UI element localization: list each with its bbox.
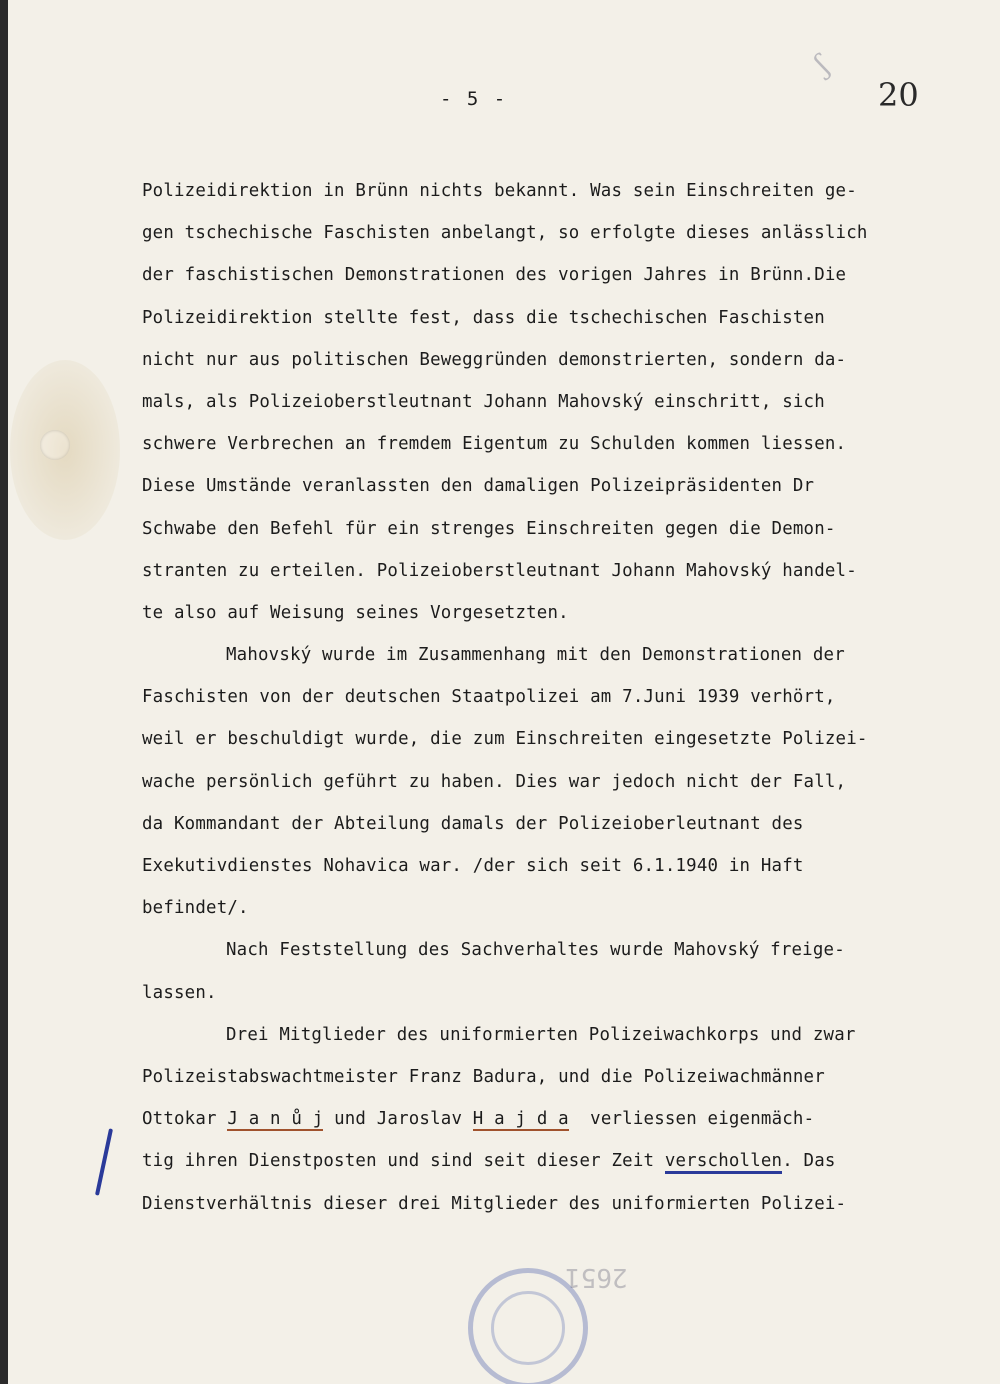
- text-line: befindet/.: [142, 898, 249, 919]
- text-line: Nach Feststellung des Sachverhaltes wurde Mahovský freige-: [226, 940, 845, 961]
- text-line: Diese Umstände veranlassten den damaligen Polizeipräsidenten Dr: [142, 476, 815, 497]
- text-line: Mahovský wurde im Zusammenhang mit den Demonstrationen der: [226, 645, 845, 666]
- text-line: Faschisten von der deutschen Staatpolizei am 7.Juni 1939 verhört,: [142, 687, 836, 708]
- page-number: - 5 -: [440, 88, 508, 110]
- underlined-name-janouj: J a n ů j: [227, 1109, 324, 1130]
- text-line: Polizeidirektion stellte fest, dass die tschechischen Faschisten: [142, 307, 825, 328]
- ink-stamp-inner-ring: [491, 1291, 565, 1365]
- text-line: gen tschechische Faschisten anbelangt, so erfolgte dieses anlässlich: [142, 223, 868, 244]
- underlined-name-hajda: H a j d a: [472, 1109, 569, 1130]
- text-line: da Kommandant der Abteilung damals der Polizeioberleutnant des: [142, 813, 804, 834]
- text-line: wache persönlich geführt zu haben. Dies war jedoch nicht der Fall,: [142, 771, 847, 792]
- text-fragment: . Das: [782, 1151, 836, 1172]
- sheet-number: 20: [878, 76, 919, 114]
- text-fragment: tig ihren Dienstposten und sind seit dieser Zeit: [142, 1151, 655, 1172]
- text-line: stranten zu erteilen. Polizeioberstleutnant Johann Mahovský handel-: [142, 560, 857, 581]
- text-line: [142, 1098, 962, 1140]
- text-line: Schwabe den Befehl für ein strenges Einschreiten gegen die Demon-: [142, 518, 836, 539]
- text-fragment: [569, 1109, 590, 1129]
- text-line: lassen.: [142, 982, 217, 1003]
- underlined-word-verschollen: verschollen: [665, 1151, 782, 1174]
- text-line: nicht nur aus politischen Beweggründen demonstrierten, sondern da-: [142, 349, 847, 370]
- text-line: mals, als Polizeioberstleutnant Johann Mahovský einschritt, sich: [142, 391, 825, 412]
- scan-edge: [0, 0, 8, 1384]
- text-line: [142, 1140, 962, 1182]
- text-line: Polizeidirektion in Brünn nichts bekannt. Was sein Einschreiten ge-: [142, 181, 857, 201]
- text-line: Polizeistabswachtmeister Franz Badura, und die Polizeiwachmänner: [142, 1066, 825, 1087]
- text-line: weil er beschuldigt wurde, die zum Einschreiten eingesetzte Polizei-: [142, 729, 868, 750]
- text-fragment: und Jaroslav: [323, 1109, 473, 1130]
- typed-text-body: [142, 170, 962, 1225]
- faded-stamp-number: 2651: [565, 1262, 628, 1292]
- text-fragment: Ottokar: [142, 1109, 228, 1130]
- paper-stain: [10, 360, 120, 540]
- text-fragment: verliessen eigenmäch-: [590, 1109, 815, 1130]
- text-line: Exekutivdienstes Nohavica war. /der sich seit 6.1.1940 in Haft: [142, 856, 804, 876]
- text-line: Drei Mitglieder des uniformierten Polizeiwachkorps und zwar: [226, 1024, 856, 1045]
- blue-margin-mark: [95, 1128, 113, 1195]
- text-line: der faschistischen Demonstrationen des vorigen Jahres in Brünn.Die: [142, 265, 847, 286]
- text-line: Dienstverhältnis dieser drei Mitglieder des uniformierten Polizei-: [142, 1193, 847, 1214]
- text-line: te also auf Weisung seines Vorgesetzten.: [142, 602, 569, 623]
- pencil-annotation: ʃ: [809, 48, 835, 81]
- text-line: schwere Verbrechen an fremdem Eigentum zu Schulden kommen liessen.: [142, 434, 847, 455]
